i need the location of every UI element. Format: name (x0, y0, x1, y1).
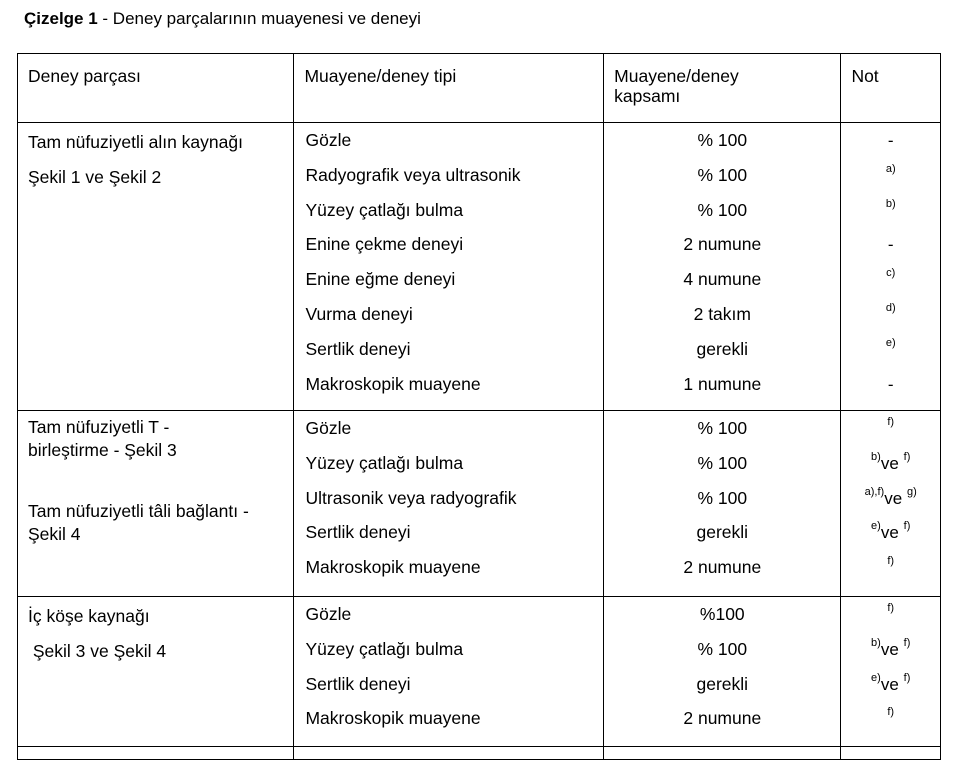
type-item: Sertlik deneyi (305, 673, 411, 694)
header-row (18, 54, 941, 123)
caption-text: - Deney parçalarının muayenesi ve deneyi (97, 9, 421, 28)
type-item: Gözle (305, 418, 352, 438)
part-line: Şekil 1 ve Şekil 2 (28, 167, 162, 187)
type-item: Makroskopik muayene (305, 373, 481, 394)
note-item: f) (887, 602, 895, 614)
scope-item: gerekli (696, 338, 749, 359)
type-item: Enine çekme deneyi (305, 234, 464, 255)
part-cell (18, 597, 294, 747)
scope-cell (604, 597, 841, 747)
note-item: - (887, 374, 894, 394)
table-caption (24, 8, 421, 30)
scope-item: 4 numune (683, 269, 762, 290)
type-item: Yüzey çatlağı bulma (305, 199, 464, 220)
type-item: Sertlik deneyi (305, 522, 411, 543)
scope-item: % 100 (697, 164, 748, 185)
scope-item: % 100 (697, 130, 748, 150)
part-cell (18, 411, 294, 597)
type-item: Enine eğme deneyi (305, 269, 456, 290)
note-item: $^{a),f)}$ve $^{g)}$ (864, 485, 917, 508)
type-item: Ultrasonik veya radyografik (305, 487, 517, 508)
note-item: c) (886, 267, 896, 280)
type-item: Gözle (305, 130, 352, 150)
type-item: Sertlik deneyi (305, 338, 411, 359)
note-item: a) (885, 162, 896, 175)
scope-item: % 100 (697, 199, 748, 220)
empty-cell (841, 747, 941, 760)
type-item: Gözle (305, 604, 352, 624)
empty-cell (18, 747, 294, 760)
note-item: f) (887, 416, 895, 428)
scope-item: % 100 (697, 418, 748, 438)
note-item: - (887, 131, 894, 150)
header-note: Not (841, 54, 941, 123)
note-cell (841, 411, 941, 597)
table-row-group-3 (18, 597, 941, 747)
note-item: $^{e)}$ve $^{f)}$ (871, 520, 911, 543)
header-type: Muayene/deney tipi (294, 54, 604, 123)
note-cell (841, 123, 941, 411)
empty-cell (294, 747, 604, 760)
note-item: b) (885, 197, 896, 210)
part-line: Şekil 3 ve Şekil 4 (28, 641, 167, 661)
table-row-partial (18, 747, 941, 760)
note-item: - (887, 235, 894, 255)
scope-item: % 100 (697, 638, 748, 659)
part-line: birleştirme - Şekil 3 (28, 440, 177, 460)
type-item: Yüzey çatlağı bulma (305, 452, 464, 473)
table-row-group-1 (18, 123, 941, 411)
part-line: Tam nüfuziyetli tâli bağlantı - (28, 501, 249, 521)
part-line: Şekil 4 (28, 524, 81, 544)
scope-item: 2 numune (683, 557, 762, 578)
type-item: Makroskopik muayene (305, 557, 481, 578)
scope-item: gerekli (696, 673, 749, 694)
scope-item: 1 numune (683, 373, 762, 394)
scope-item: 2 takım (693, 303, 751, 324)
type-item: Radyografik veya ultrasonik (305, 164, 521, 185)
scope-item: 2 numune (683, 234, 762, 255)
type-item: Vurma deneyi (305, 303, 413, 324)
note-item: $^{b)}$ve $^{f)}$ (871, 636, 911, 659)
note-cell (841, 597, 941, 747)
note-item: d) (885, 301, 896, 314)
inspection-table (17, 53, 941, 760)
scope-item: % 100 (697, 487, 748, 508)
note-item: f) (887, 706, 895, 719)
part-cell (18, 123, 294, 411)
scope-item: gerekli (696, 522, 749, 543)
table-row-group-2 (18, 411, 941, 597)
note-item: $^{e)}$ve $^{f)}$ (871, 671, 911, 694)
note-item: $^{b)}$ve $^{f)}$ (871, 450, 911, 473)
note-item: f) (887, 555, 895, 568)
part-line: Tam nüfuziyetli T - (28, 417, 170, 437)
part-line: İç köşe kaynağı (28, 606, 150, 626)
note-item: e) (885, 336, 896, 349)
type-item: Yüzey çatlağı bulma (305, 638, 464, 659)
type-cell (294, 411, 604, 597)
caption-label: Çizelge 1 (24, 9, 98, 28)
scope-item: % 100 (697, 452, 748, 473)
scope-cell (604, 411, 841, 597)
empty-cell (604, 747, 841, 760)
type-cell (294, 597, 604, 747)
scope-cell (604, 123, 841, 411)
type-item: Makroskopik muayene (305, 708, 481, 729)
part-line: Tam nüfuziyetli alın kaynağı (28, 132, 243, 152)
header-scope: Muayene/deney kapsamı (604, 54, 841, 123)
header-part: Deney parçası (18, 54, 294, 123)
scope-item: %100 (699, 604, 745, 624)
scope-item: 2 numune (683, 708, 762, 729)
type-cell (294, 123, 604, 411)
